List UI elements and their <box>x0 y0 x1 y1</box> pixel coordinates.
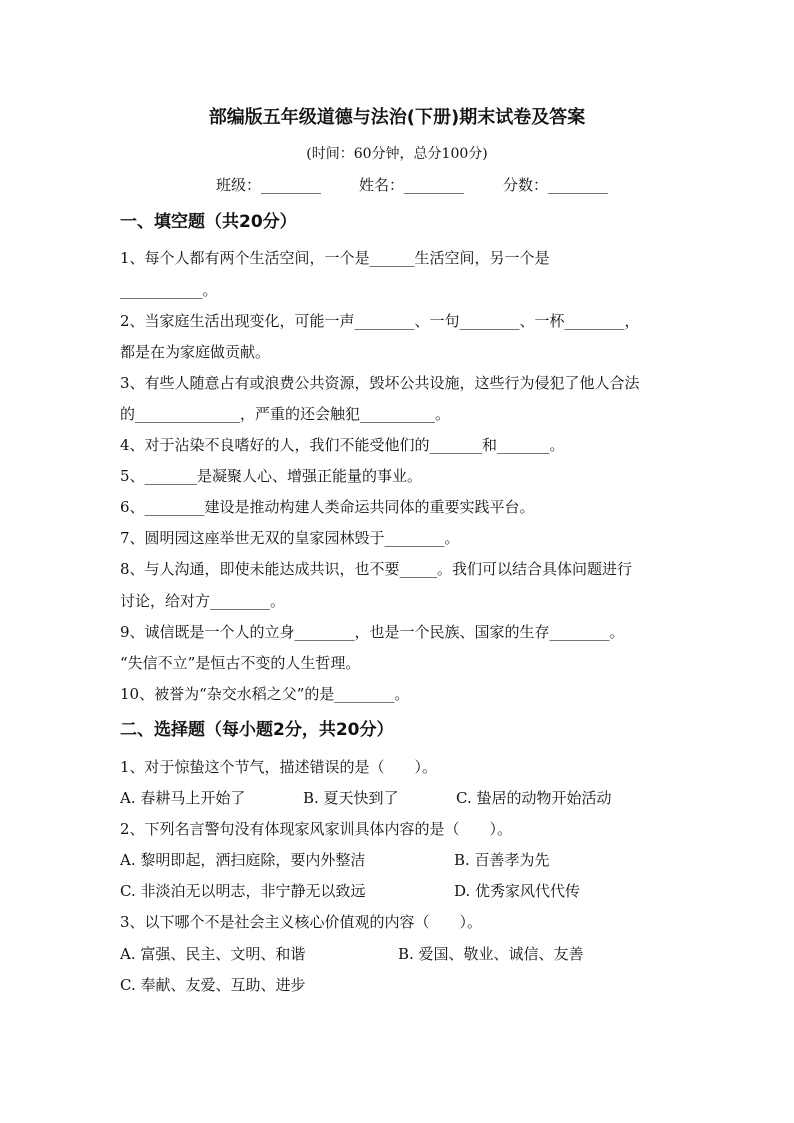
question-line: 7、圆明园这座举世无双的皇家园林毁于________。 <box>120 529 460 547</box>
section-heading-choice: 二、选择题（每小题2分，共20分） <box>120 720 394 740</box>
question-line: “失信不立”是恒古不变的人生哲理。 <box>120 654 361 672</box>
question-line: 6、________建设是推动构建人类命运共同体的重要实践平台。 <box>120 498 535 516</box>
choice-option: C. 奉献、友爱、互助、进步 <box>120 976 306 994</box>
name-field: 姓名：________ <box>359 176 465 194</box>
page-title: 部编版五年级道德与法治(下册)期末试卷及答案 <box>208 107 586 128</box>
choice-option: B. 爱国、敬业、诚信、友善 <box>398 945 584 963</box>
question-line: 4、对于沾染不良嗜好的人，我们不能受他们的_______和_______。 <box>120 436 565 454</box>
choice-option: B. 百善孝为先 <box>454 851 550 869</box>
question-line: 3、有些人随意占有或浪费公共资源，毁坏公共设施，这些行为侵犯了他人合法 <box>120 374 640 392</box>
question-line: 1、每个人都有两个生活空间，一个是______生活空间，另一个是 <box>120 249 550 267</box>
choice-option: A. 富强、民主、文明、和谐 <box>120 945 306 963</box>
question-line: 9、诚信既是一个人的立身________，也是一个民族、国家的生存________。 <box>120 623 625 641</box>
choice-option: A. 黎明即起，洒扫庭除，要内外整洁 <box>120 851 366 869</box>
choice-question-stem: 2、下列名言警句没有体现家风家训具体内容的是（ ）。 <box>120 820 513 838</box>
question-line: 2、当家庭生活出现变化，可能一声________、一句________、一杯________， <box>120 312 640 330</box>
question-line: 8、与人沟通，即使未能达成共识，也不要_____。我们可以结合具体问题进行 <box>120 560 633 578</box>
question-line: 都是在为家庭做贡献。 <box>120 343 271 361</box>
class-field: 班级：________ <box>216 176 322 194</box>
choice-option: A. 春耕马上开始了 <box>120 789 246 807</box>
question-line: ___________。 <box>120 281 218 299</box>
question-line: 5、_______是凝聚人心、增强正能量的事业。 <box>120 467 423 485</box>
exam-time-note: (时间：60分钟，总分100分) <box>306 146 488 162</box>
choice-option: D. 优秀家风代代传 <box>454 882 581 900</box>
choice-question-stem: 1、对于惊蛰这个节气，描述错误的是（ ）。 <box>120 758 438 776</box>
score-field: 分数：________ <box>503 176 609 194</box>
question-line: 的______________，严重的还会触犯__________。 <box>120 405 451 423</box>
choice-option: C. 非淡泊无以明志，非宁静无以致远 <box>120 882 366 900</box>
choice-option: B. 夏天快到了 <box>303 789 399 807</box>
section-heading-fill-blank: 一、填空题（共20分） <box>120 212 297 232</box>
question-line: 10、被誉为“杂交水稻之父”的是________。 <box>120 685 410 703</box>
question-line: 讨论，给对方________。 <box>120 592 286 610</box>
choice-question-stem: 3、以下哪个不是社会主义核心价值观的内容（ ）。 <box>120 913 483 931</box>
choice-option: C. 蛰居的动物开始活动 <box>456 789 612 807</box>
